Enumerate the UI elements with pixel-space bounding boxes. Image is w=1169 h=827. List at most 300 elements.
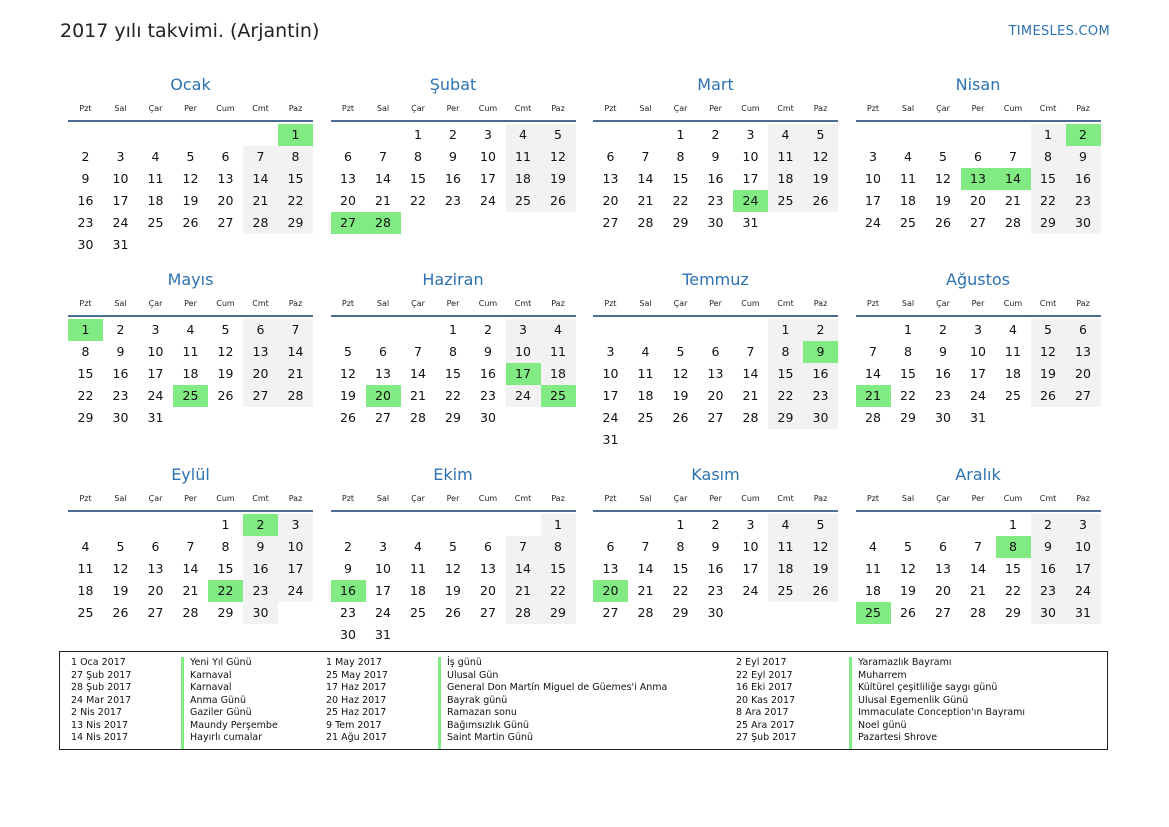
holiday-name: Pazartesi Shrove [858, 732, 938, 743]
weekday-label: Cum [478, 298, 498, 308]
empty-day-cell [1066, 407, 1101, 429]
day-cell: 10 [147, 344, 164, 359]
day-cell: 15 [900, 366, 916, 381]
day-cell: 7 [641, 539, 650, 554]
day-cell: 19 [672, 388, 689, 403]
day-cell: 22 [672, 193, 689, 208]
month-name: Şubat [429, 75, 477, 94]
day-cell: 23 [803, 385, 838, 407]
day-cell: 30 [935, 410, 951, 425]
day-cell: 29 [278, 212, 313, 234]
weekday-label: Paz [813, 103, 828, 113]
day-cell: 3 [746, 517, 755, 532]
day-cell: 7 [243, 146, 278, 168]
empty-day-cell [733, 319, 768, 341]
empty-day-cell [68, 124, 103, 146]
weekday-label: Pzt [866, 298, 880, 308]
holiday-day-cell: 8 [996, 536, 1031, 558]
legend-column [60, 657, 326, 749]
week-row [331, 407, 576, 429]
day-cell: 1 [676, 517, 685, 532]
day-cell: 15 [1005, 561, 1021, 576]
day-cell: 17 [865, 193, 881, 208]
day-cell: 24 [1066, 580, 1101, 602]
day-cell: 28 [506, 602, 541, 624]
day-cell: 22 [768, 385, 803, 407]
day-cell: 8 [221, 539, 230, 554]
day-cell: 16 [112, 366, 129, 381]
day-cell: 3 [278, 514, 313, 536]
day-cell: 6 [1066, 319, 1101, 341]
week-row [593, 341, 838, 363]
day-cell: 27 [602, 215, 619, 230]
day-cell: 29 [541, 602, 576, 624]
day-cell: 23 [1066, 190, 1101, 212]
empty-day-cell [961, 514, 996, 536]
month-name: Nisan [955, 75, 1001, 94]
holiday-day-cell: 2 [1066, 124, 1101, 146]
weekday-label: Paz [288, 298, 303, 308]
day-cell: 31 [375, 627, 391, 642]
empty-day-cell [401, 212, 436, 234]
empty-day-cell [698, 429, 733, 451]
weekday-label: Çar [673, 298, 688, 308]
holiday-name: Kültürel çeşitliliğe saygı günü [858, 682, 998, 693]
week-row [68, 558, 313, 580]
site-link[interactable]: TIMESLES.COM [1008, 24, 1110, 39]
day-cell: 10 [865, 171, 881, 186]
day-cell: 25 [410, 605, 426, 620]
day-cell: 18 [182, 366, 199, 381]
weekday-label: Paz [551, 298, 565, 308]
day-cell: 9 [1031, 536, 1066, 558]
empty-day-cell [208, 407, 243, 429]
weekday-label: Pzt [866, 103, 880, 113]
day-cell: 11 [182, 344, 199, 359]
empty-day-cell [138, 234, 173, 256]
holiday-date: 1 May 2017 [326, 657, 382, 668]
empty-day-cell [891, 514, 926, 536]
holiday-name: Maundy Perşembe [190, 719, 278, 731]
week-row [856, 363, 1101, 385]
day-cell: 29 [77, 410, 94, 425]
day-cell: 8 [81, 344, 90, 359]
day-cell: 16 [1031, 558, 1066, 580]
day-cell: 9 [484, 344, 492, 359]
weekday-label: Per [709, 103, 722, 113]
weekday-label: Pzt [604, 103, 617, 113]
weekday-label: Cum [216, 103, 235, 113]
day-cell: 28 [865, 410, 881, 425]
day-cell: 13 [1066, 341, 1101, 363]
empty-day-cell [541, 212, 576, 234]
day-cell: 5 [186, 149, 195, 164]
week-row [68, 234, 313, 256]
day-cell: 12 [340, 366, 356, 381]
day-cell: 12 [803, 146, 838, 168]
legend-names [849, 657, 1098, 749]
week-row [331, 190, 576, 212]
empty-day-cell [803, 429, 838, 451]
empty-day-cell [243, 234, 278, 256]
holiday-name: Hayırlı cumalar [190, 732, 263, 743]
week-row [331, 580, 576, 602]
empty-day-cell [628, 319, 663, 341]
holiday-date: 13 Nis 2017 [71, 719, 128, 731]
week-row [593, 385, 838, 407]
day-cell: 15 [541, 558, 576, 580]
day-cell: 10 [742, 149, 759, 164]
weekday-label: Per [971, 493, 985, 503]
day-cell: 23 [1031, 580, 1066, 602]
weekday-label: Sal [901, 493, 915, 503]
day-cell: 12 [803, 536, 838, 558]
day-cell: 6 [606, 539, 615, 554]
day-cell: 27 [480, 605, 496, 620]
day-cell: 4 [151, 149, 160, 164]
empty-day-cell [593, 319, 628, 341]
day-cell: 22 [410, 193, 426, 208]
empty-day-cell [541, 407, 576, 429]
day-cell: 7 [414, 344, 422, 359]
weekday-header [856, 291, 1101, 315]
day-cell: 13 [935, 561, 951, 576]
week-row [856, 407, 1101, 429]
day-cell: 31 [742, 215, 759, 230]
day-cell: 3 [1066, 514, 1101, 536]
day-cell: 19 [1031, 363, 1066, 385]
day-cell: 23 [480, 388, 496, 403]
day-cell: 14 [742, 366, 759, 381]
week-row [593, 319, 838, 341]
month-calendar [593, 464, 838, 659]
day-cell: 12 [935, 171, 951, 186]
day-cell: 17 [602, 388, 619, 403]
day-cell: 11 [410, 561, 426, 576]
day-cell: 18 [637, 388, 654, 403]
day-cell: 10 [278, 536, 313, 558]
holiday-date: 9 Tem 2017 [326, 719, 382, 731]
weekday-label: Çar [148, 493, 163, 503]
weekday-label: Cmt [514, 298, 532, 308]
holiday-date: 1 Oca 2017 [71, 657, 126, 668]
day-cell: 14 [865, 366, 881, 381]
day-cell: 17 [480, 171, 496, 186]
day-cell: 27 [243, 385, 278, 407]
empty-day-cell [278, 234, 313, 256]
day-cell: 18 [1005, 366, 1021, 381]
day-cell: 14 [243, 168, 278, 190]
holiday-date: 21 Ağu 2017 [326, 732, 387, 743]
empty-day-cell [173, 407, 208, 429]
empty-day-cell [436, 212, 471, 234]
holiday-name: Karnaval [190, 669, 232, 681]
empty-day-cell [366, 319, 401, 341]
day-cell: 22 [1031, 190, 1066, 212]
day-cell: 30 [1066, 212, 1101, 234]
day-cell: 19 [112, 583, 129, 598]
day-cell: 6 [974, 149, 982, 164]
day-cell: 5 [676, 344, 685, 359]
holiday-day-cell: 1 [68, 319, 103, 341]
weekday-label: Çar [148, 298, 163, 308]
holiday-name: General Don Martín Miguel de Güemes'i Anma [447, 682, 668, 693]
day-cell: 16 [77, 193, 94, 208]
holiday-name: Gaziler Günü [190, 707, 252, 718]
day-cell: 10 [1066, 536, 1101, 558]
holiday-name: Ulusal Egemenlik Günü [858, 694, 969, 706]
week-row [331, 624, 576, 646]
day-cell: 6 [344, 149, 352, 164]
weekday-label: Cmt [252, 298, 269, 308]
day-cell: 7 [746, 344, 755, 359]
week-row [856, 558, 1101, 580]
day-cell: 12 [182, 171, 199, 186]
day-cell: 2 [711, 127, 720, 142]
weekday-label: Per [971, 103, 985, 113]
day-cell: 20 [707, 388, 724, 403]
holiday-day-cell: 9 [803, 341, 838, 363]
day-cell: 1 [1009, 517, 1017, 532]
day-cell: 6 [711, 344, 720, 359]
day-cell: 26 [935, 215, 951, 230]
holiday-day-cell: 14 [996, 168, 1031, 190]
day-cell: 20 [147, 583, 164, 598]
holiday-name: Ulusal Gün [447, 669, 499, 681]
day-cell: 13 [375, 366, 391, 381]
empty-day-cell [506, 212, 541, 234]
header-divider [856, 510, 1101, 512]
day-cell: 12 [672, 366, 689, 381]
day-cell: 8 [676, 539, 685, 554]
week-row [68, 536, 313, 558]
holiday-name: Bayrak günü [447, 694, 508, 706]
empty-day-cell [768, 602, 803, 624]
day-cell: 6 [243, 319, 278, 341]
empty-day-cell [961, 124, 996, 146]
week-row [593, 580, 838, 602]
weekday-label: Cmt [777, 298, 794, 308]
weekday-header [593, 486, 838, 510]
day-cell: 16 [480, 366, 496, 381]
day-cell: 28 [182, 605, 199, 620]
weekday-header [68, 96, 313, 120]
week-row [68, 319, 313, 341]
week-row [68, 146, 313, 168]
day-cell: 29 [1031, 212, 1066, 234]
day-cell: 4 [1009, 322, 1017, 337]
week-row [331, 363, 576, 385]
day-cell: 30 [340, 627, 356, 642]
empty-day-cell [996, 407, 1031, 429]
empty-day-cell [856, 124, 891, 146]
empty-day-cell [243, 124, 278, 146]
month-name: Ağustos [946, 270, 1010, 289]
empty-day-cell [768, 212, 803, 234]
day-cell: 23 [340, 605, 356, 620]
holiday-date: 28 Şub 2017 [71, 682, 132, 693]
day-cell: 2 [1031, 514, 1066, 536]
weekday-label: Paz [288, 103, 303, 113]
day-cell: 17 [112, 193, 129, 208]
week-row [856, 514, 1101, 536]
week-row [856, 146, 1101, 168]
holiday-date: 25 Ara 2017 [736, 719, 795, 731]
week-row [331, 146, 576, 168]
day-cell: 5 [803, 514, 838, 536]
day-cell: 22 [77, 388, 94, 403]
day-cell: 7 [278, 319, 313, 341]
day-cell: 5 [904, 539, 912, 554]
month-name: Aralık [955, 465, 1001, 484]
day-cell: 23 [445, 193, 461, 208]
day-cell: 4 [641, 344, 650, 359]
weekday-label: Per [184, 493, 197, 503]
holiday-date: 25 May 2017 [326, 669, 388, 681]
header-divider [593, 510, 838, 512]
day-cell: 3 [116, 149, 125, 164]
day-cell: 26 [112, 605, 129, 620]
weekday-label: Cmt [1039, 103, 1057, 113]
day-cell: 25 [147, 215, 164, 230]
weekday-header [856, 96, 1101, 120]
day-cell: 9 [449, 149, 457, 164]
day-cell: 15 [1031, 168, 1066, 190]
day-cell: 11 [1005, 344, 1021, 359]
weekday-label: Paz [551, 493, 565, 503]
day-cell: 28 [278, 385, 313, 407]
day-cell: 18 [768, 558, 803, 580]
week-row [856, 124, 1101, 146]
week-row [68, 385, 313, 407]
empty-day-cell [891, 124, 926, 146]
day-cell: 10 [112, 171, 129, 186]
day-cell: 20 [217, 193, 234, 208]
weekday-label: Per [709, 298, 722, 308]
empty-day-cell [856, 514, 891, 536]
day-cell: 15 [410, 171, 426, 186]
weekday-label: Pzt [604, 298, 617, 308]
day-cell: 29 [1005, 605, 1021, 620]
day-cell: 27 [707, 410, 724, 425]
day-cell: 6 [379, 344, 387, 359]
day-cell: 5 [541, 124, 576, 146]
day-cell: 22 [541, 580, 576, 602]
weekday-label: Cum [1003, 298, 1023, 308]
empty-day-cell [436, 624, 471, 646]
day-cell: 2 [711, 517, 720, 532]
weekday-label: Sal [114, 493, 127, 503]
weekday-label: Pzt [341, 298, 355, 308]
day-cell: 10 [742, 539, 759, 554]
empty-day-cell [506, 624, 541, 646]
day-cell: 29 [445, 410, 461, 425]
weekday-label: Sal [376, 103, 390, 113]
empty-day-cell [68, 514, 103, 536]
week-row [593, 124, 838, 146]
day-cell: 2 [81, 149, 90, 164]
weekday-label: Cum [478, 103, 498, 113]
page-title: 2017 yılı takvimi. (Arjantin) [60, 20, 320, 42]
week-row [593, 514, 838, 536]
week-row [68, 514, 313, 536]
weekday-label: Cum [741, 298, 760, 308]
day-cell: 3 [974, 322, 982, 337]
day-cell: 19 [935, 193, 951, 208]
weekday-header [68, 486, 313, 510]
weekday-label: Çar [148, 103, 163, 113]
day-cell: 24 [147, 388, 164, 403]
day-cell: 4 [506, 124, 541, 146]
month-calendar [856, 269, 1101, 464]
day-cell: 29 [672, 215, 689, 230]
empty-day-cell [663, 429, 698, 451]
weekday-label: Paz [813, 298, 828, 308]
day-cell: 24 [375, 605, 391, 620]
day-cell: 19 [340, 388, 356, 403]
holiday-day-cell: 20 [366, 385, 401, 407]
empty-day-cell [401, 514, 436, 536]
day-cell: 31 [602, 432, 619, 447]
day-cell: 14 [637, 171, 654, 186]
empty-day-cell [471, 212, 506, 234]
day-cell: 13 [340, 171, 356, 186]
day-cell: 18 [410, 583, 426, 598]
day-cell: 27 [147, 605, 164, 620]
week-row [593, 536, 838, 558]
day-cell: 3 [379, 539, 387, 554]
day-cell: 23 [112, 388, 129, 403]
empty-day-cell [401, 319, 436, 341]
weekday-label: Sal [376, 493, 390, 503]
day-cell: 15 [672, 561, 689, 576]
empty-day-cell [366, 514, 401, 536]
day-cell: 5 [221, 322, 230, 337]
empty-day-cell [593, 124, 628, 146]
day-cell: 6 [606, 149, 615, 164]
weekday-label: Per [184, 103, 197, 113]
empty-day-cell [278, 602, 313, 624]
day-cell: 11 [506, 146, 541, 168]
day-cell: 28 [970, 605, 986, 620]
week-row [856, 168, 1101, 190]
day-cell: 21 [637, 193, 654, 208]
day-cell: 3 [484, 127, 492, 142]
month-calendar [856, 464, 1101, 659]
day-cell: 12 [1031, 341, 1066, 363]
day-cell: 23 [935, 388, 951, 403]
week-row [331, 124, 576, 146]
day-cell: 3 [606, 344, 615, 359]
day-cell: 9 [711, 149, 720, 164]
empty-day-cell [926, 514, 961, 536]
header-divider [593, 315, 838, 317]
weekday-label: Paz [1076, 493, 1090, 503]
day-cell: 7 [869, 344, 877, 359]
day-cell: 9 [1066, 146, 1101, 168]
weekday-label: Per [446, 298, 460, 308]
day-cell: 18 [77, 583, 94, 598]
day-cell: 31 [1066, 602, 1101, 624]
day-cell: 24 [970, 388, 986, 403]
weekday-label: Çar [673, 103, 688, 113]
day-cell: 23 [243, 580, 278, 602]
day-cell: 26 [803, 190, 838, 212]
weekday-label: Paz [288, 493, 303, 503]
empty-day-cell [628, 429, 663, 451]
day-cell: 12 [541, 146, 576, 168]
day-cell: 21 [182, 583, 199, 598]
